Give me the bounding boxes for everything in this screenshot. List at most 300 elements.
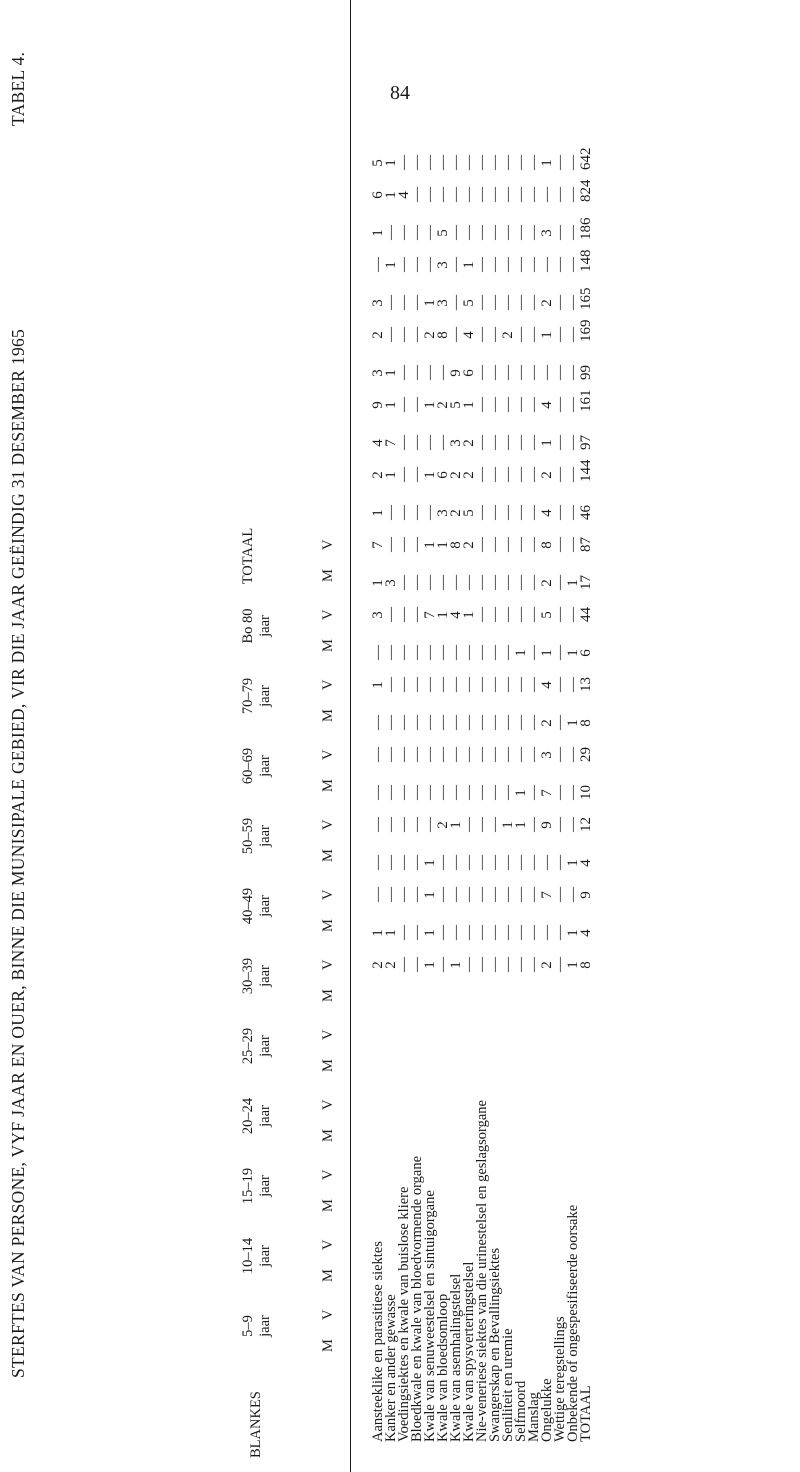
table-cell: — [526, 677, 542, 692]
table-cell: — [396, 715, 412, 730]
total-cell: 148 [578, 249, 594, 272]
group-header: BLANKES [248, 1391, 264, 1458]
table-cell: — [435, 747, 451, 762]
table-cell: — [474, 187, 490, 202]
table-cell: — [474, 607, 490, 622]
table-cell: 2 [539, 719, 555, 727]
table-cell: — [370, 855, 386, 870]
table-cell: 3 [370, 611, 386, 619]
table-cell: — [422, 365, 438, 380]
table-cell: — [396, 887, 412, 902]
table-cell: — [565, 537, 581, 552]
table-cell: — [539, 855, 555, 870]
table-cell: 2 [500, 331, 516, 339]
table-cell: 9 [370, 401, 386, 409]
table-cell: — [552, 365, 568, 380]
table-cell: — [552, 467, 568, 482]
sex-header-v: V [320, 959, 336, 970]
sex-header-m: M [320, 639, 336, 652]
table-cell: 1 [422, 929, 438, 937]
table-cell: — [461, 925, 477, 940]
sex-header-v: V [320, 819, 336, 830]
table-cell: — [526, 645, 542, 660]
table-cell: — [539, 365, 555, 380]
row-label: Kanker en ander gewasse [383, 1294, 399, 1442]
table-cell: — [370, 785, 386, 800]
table-cell: 1 [383, 471, 399, 479]
table-cell: 1 [539, 159, 555, 167]
table-cell: — [526, 257, 542, 272]
table-cell: — [461, 957, 477, 972]
table-cell: — [487, 327, 503, 342]
table-cell: — [500, 365, 516, 380]
age-unit: jaar [257, 1035, 273, 1057]
table-cell: — [474, 397, 490, 412]
table-cell: — [409, 327, 425, 342]
table-cell: — [513, 887, 529, 902]
table-cell: — [513, 397, 529, 412]
table-cell: — [552, 855, 568, 870]
table-cell: — [513, 715, 529, 730]
table-cell: 6 [461, 369, 477, 377]
table-cell: — [487, 887, 503, 902]
table-cell: — [474, 225, 490, 240]
table-cell: — [487, 747, 503, 762]
table-cell: — [383, 225, 399, 240]
table-cell: — [448, 155, 464, 170]
table-cell: 1 [383, 929, 399, 937]
age-group-header [240, 876, 274, 936]
table-cell: — [474, 785, 490, 800]
table-cell: — [487, 607, 503, 622]
table-cell: — [565, 505, 581, 520]
total-cell: 642 [578, 147, 594, 170]
table-cell: — [422, 505, 438, 520]
table-cell: — [500, 607, 516, 622]
table-cell: 5 [370, 159, 386, 167]
table-cell: — [409, 817, 425, 832]
age-range: 10–14 [240, 1237, 256, 1275]
table-cell: — [409, 435, 425, 450]
table-cell: — [552, 785, 568, 800]
table-cell: 2 [435, 821, 451, 829]
table-cell: — [461, 887, 477, 902]
table-cell: — [513, 257, 529, 272]
table-cell: 1 [422, 471, 438, 479]
age-range: 70–79 [240, 677, 256, 715]
table-cell: — [396, 785, 412, 800]
table-cell: — [409, 155, 425, 170]
table-cell: — [487, 505, 503, 520]
table-cell: — [474, 887, 490, 902]
row-label: Onbekende of ongespesifiseerde oorsake [565, 1204, 581, 1442]
table-cell: — [396, 925, 412, 940]
table-cell: 2 [539, 471, 555, 479]
table-cell: 4 [539, 681, 555, 689]
table-cell: — [552, 187, 568, 202]
table-cell: — [435, 155, 451, 170]
table-cell: — [552, 887, 568, 902]
table-cell: — [409, 575, 425, 590]
table-cell: — [448, 295, 464, 310]
table-cell: — [474, 505, 490, 520]
table-cell: 5 [448, 401, 464, 409]
table-cell: — [526, 957, 542, 972]
table-cell: — [487, 785, 503, 800]
age-range: 30–39 [240, 957, 256, 995]
table-cell: — [500, 537, 516, 552]
table-cell: — [448, 855, 464, 870]
table-cell: — [539, 925, 555, 940]
table-cell: — [565, 607, 581, 622]
table-cell: — [422, 677, 438, 692]
table-cell: 3 [539, 229, 555, 237]
table-cell: — [396, 747, 412, 762]
table-cell: — [461, 225, 477, 240]
table-cell: — [448, 187, 464, 202]
age-group-header [240, 1296, 274, 1356]
table-cell: — [448, 225, 464, 240]
table-cell: — [461, 715, 477, 730]
table-cell: — [448, 575, 464, 590]
table-cell: — [487, 295, 503, 310]
age-range: 20–24 [240, 1097, 256, 1135]
table-cell: 1 [513, 789, 529, 797]
table-cell: — [513, 747, 529, 762]
table-cell: — [552, 435, 568, 450]
total-cell: 4 [578, 929, 594, 937]
age-unit: jaar [257, 685, 273, 707]
table-cell: 7 [370, 541, 386, 549]
table-cell: 1 [370, 579, 386, 587]
table-cell: — [552, 575, 568, 590]
row-label: Voedingsiektes en kwale van buislose kliere [396, 1186, 412, 1442]
table-cell: — [513, 295, 529, 310]
total-cell: 169 [578, 319, 594, 342]
table-cell: 2 [370, 961, 386, 969]
table-cell: — [565, 817, 581, 832]
table-cell: — [435, 855, 451, 870]
total-cell: 165 [578, 287, 594, 310]
table-cell: 9 [448, 369, 464, 377]
table-cell: — [500, 925, 516, 940]
table-cell: — [565, 295, 581, 310]
table-cell: 7 [383, 439, 399, 447]
table-cell: 2 [435, 401, 451, 409]
table-cell: 1 [461, 261, 477, 269]
table-cell: — [448, 715, 464, 730]
total-cell: 44 [578, 607, 594, 622]
table-cell: 1 [422, 891, 438, 899]
table-cell: 2 [461, 439, 477, 447]
table-cell: — [370, 645, 386, 660]
table-cell: — [409, 607, 425, 622]
table-cell: — [552, 295, 568, 310]
table-cell: — [448, 785, 464, 800]
age-unit: jaar [257, 1175, 273, 1197]
table-cell: — [513, 467, 529, 482]
sex-header-v: V [320, 1169, 336, 1180]
table-cell: — [565, 327, 581, 342]
age-range: 40–49 [240, 887, 256, 925]
table-cell: — [448, 747, 464, 762]
sex-header-m: M [320, 989, 336, 1002]
table-cell: — [513, 957, 529, 972]
table-cell: — [565, 365, 581, 380]
table-cell: — [500, 397, 516, 412]
table-cell: 8 [435, 331, 451, 339]
table-cell: 1 [383, 401, 399, 409]
table-cell: — [474, 715, 490, 730]
table-cell: — [526, 225, 542, 240]
table-cell: 1 [461, 401, 477, 409]
table-cell: 1 [370, 929, 386, 937]
table-cell: — [526, 365, 542, 380]
table-cell: — [565, 187, 581, 202]
table-cell: — [448, 887, 464, 902]
table-cell: 2 [448, 471, 464, 479]
table-cell: 1 [539, 331, 555, 339]
table-cell: — [552, 747, 568, 762]
table-cell: — [552, 817, 568, 832]
table-cell: — [526, 397, 542, 412]
age-group-header [240, 946, 274, 1006]
sex-header-v: V [320, 1099, 336, 1110]
table-cell: — [396, 435, 412, 450]
table-cell: — [383, 677, 399, 692]
table-cell: — [474, 435, 490, 450]
age-range: 25–29 [240, 1027, 256, 1065]
table-cell: — [552, 397, 568, 412]
table-cell: — [422, 225, 438, 240]
row-label: Kwale van asemhalingstelsel [448, 1273, 464, 1442]
age-unit: jaar [257, 895, 273, 917]
table-cell: — [409, 257, 425, 272]
table-cell: — [552, 925, 568, 940]
table-cell: — [500, 257, 516, 272]
table-cell: — [435, 365, 451, 380]
table-cell: — [396, 607, 412, 622]
row-label: Aansteeklike en parasitiese siektes [370, 1241, 386, 1442]
table-cell: — [565, 225, 581, 240]
table-cell: — [383, 817, 399, 832]
table-cell: — [565, 435, 581, 450]
total-cell: 8 [578, 961, 594, 969]
row-label: Kwale van spysverteringstelsel [461, 1261, 477, 1442]
table-cell: — [370, 887, 386, 902]
table-cell: — [487, 855, 503, 870]
table-cell: — [487, 645, 503, 660]
table-cell: — [409, 467, 425, 482]
table-cell: — [383, 295, 399, 310]
table-cell: — [474, 925, 490, 940]
table-cell: — [409, 887, 425, 902]
table-cell: — [474, 575, 490, 590]
sex-header-v: V [320, 749, 336, 760]
table-cell: — [513, 925, 529, 940]
table-cell: — [500, 225, 516, 240]
table-cell: — [474, 467, 490, 482]
table-cell: 3 [370, 299, 386, 307]
table-cell: 1 [461, 611, 477, 619]
table-cell: — [383, 855, 399, 870]
age-group-header [240, 1086, 274, 1146]
total-cell: 8 [578, 719, 594, 727]
sex-header-m: M [320, 569, 336, 582]
row-label: Seniliteit en uremie [500, 1328, 516, 1442]
table-cell: — [422, 575, 438, 590]
total-cell: 161 [578, 389, 594, 412]
total-cell: 12 [578, 817, 594, 832]
table-cell: — [474, 257, 490, 272]
age-unit: jaar [257, 1315, 273, 1337]
table-cell: — [396, 365, 412, 380]
table-cell: — [500, 855, 516, 870]
total-cell: 144 [578, 459, 594, 482]
table-cell: — [409, 645, 425, 660]
total-cell: 10 [578, 785, 594, 800]
total-cell: 46 [578, 505, 594, 520]
age-group-header [240, 596, 274, 656]
sex-header-v: V [320, 1029, 336, 1040]
age-group-header [240, 1226, 274, 1286]
total-row-label: TOTAAL [578, 1385, 594, 1442]
table-cell: — [552, 327, 568, 342]
age-unit: jaar [257, 965, 273, 987]
header-rule [350, 0, 351, 1472]
table-cell: 4 [539, 509, 555, 517]
table-cell: — [409, 715, 425, 730]
table-cell: — [383, 537, 399, 552]
table-cell: 5 [461, 299, 477, 307]
table-cell: 3 [383, 579, 399, 587]
table-cell: — [435, 957, 451, 972]
table-cell: — [565, 785, 581, 800]
table-cell: — [435, 435, 451, 450]
age-range: TOTAAL [240, 527, 256, 585]
table-cell: 5 [539, 611, 555, 619]
age-unit: jaar [257, 825, 273, 847]
table-cell: — [565, 397, 581, 412]
table-cell: — [422, 747, 438, 762]
table-cell: — [474, 537, 490, 552]
table-cell: — [526, 887, 542, 902]
table-cell: 2 [383, 961, 399, 969]
sex-header-v: V [320, 889, 336, 900]
table-cell: 6 [370, 191, 386, 199]
table-cell: — [500, 505, 516, 520]
table-cell: 9 [539, 821, 555, 829]
table-cell: — [474, 957, 490, 972]
sex-header-v: V [320, 1309, 336, 1320]
sex-header-v: V [320, 539, 336, 550]
table-cell: 1 [422, 299, 438, 307]
table-cell: 1 [383, 369, 399, 377]
table-cell: — [448, 677, 464, 692]
table-cell: — [409, 785, 425, 800]
table-cell: — [500, 747, 516, 762]
table-cell: 5 [461, 509, 477, 517]
total-cell: 87 [578, 537, 594, 552]
table-cell: — [552, 257, 568, 272]
table-cell: 2 [370, 471, 386, 479]
table-cell: 1 [513, 649, 529, 657]
row-label: Selfmoord [513, 1380, 529, 1442]
table-cell: 1 [383, 159, 399, 167]
table-cell: — [487, 187, 503, 202]
table-cell: — [500, 155, 516, 170]
sex-header-m: M [320, 919, 336, 932]
table-cell: — [526, 467, 542, 482]
table-cell: — [526, 327, 542, 342]
table-cell: — [396, 817, 412, 832]
table-cell: — [396, 257, 412, 272]
table-cell: 7 [539, 789, 555, 797]
table-cell: — [435, 715, 451, 730]
table-cell: 1 [370, 509, 386, 517]
table-cell: 2 [448, 509, 464, 517]
table-cell: — [487, 435, 503, 450]
table-cell: — [448, 327, 464, 342]
table-cell: — [513, 155, 529, 170]
row-label: Ongelukke [539, 1378, 555, 1442]
table-cell: — [552, 505, 568, 520]
table-cell: — [552, 155, 568, 170]
table-cell: — [396, 677, 412, 692]
table-cell: 7 [422, 611, 438, 619]
table-cell: 2 [539, 961, 555, 969]
table-cell: — [487, 537, 503, 552]
age-group-header [240, 1156, 274, 1216]
table-label: TABEL 4. [8, 51, 28, 126]
table-cell: 1 [565, 579, 581, 587]
table-cell: — [409, 747, 425, 762]
table-cell: 5 [435, 229, 451, 237]
table-cell: — [422, 785, 438, 800]
table-cell: — [526, 607, 542, 622]
table-cell: — [435, 677, 451, 692]
total-cell: 17 [578, 575, 594, 590]
table-cell: — [539, 257, 555, 272]
total-cell: 186 [578, 217, 594, 240]
sex-header-v: V [320, 1239, 336, 1250]
table-cell: — [435, 575, 451, 590]
table-cell: 3 [435, 299, 451, 307]
table-cell: — [396, 467, 412, 482]
table-cell: — [552, 715, 568, 730]
table-cell: — [474, 365, 490, 380]
table-cell: — [513, 365, 529, 380]
table-cell: — [409, 925, 425, 940]
table-cell: 2 [539, 299, 555, 307]
age-group-header [240, 666, 274, 726]
sex-header-m: M [320, 1199, 336, 1212]
table-cell: — [526, 155, 542, 170]
table-cell: — [513, 225, 529, 240]
table-cell: — [409, 225, 425, 240]
table-cell: — [409, 677, 425, 692]
table-cell: 1 [370, 681, 386, 689]
table-cell: — [383, 607, 399, 622]
sex-header-m: M [320, 709, 336, 722]
sex-header-m: M [320, 1059, 336, 1072]
table-cell: — [487, 925, 503, 940]
table-cell: — [552, 957, 568, 972]
table-cell: — [539, 187, 555, 202]
row-label: Manslag [526, 1392, 542, 1442]
table-cell: — [487, 365, 503, 380]
table-cell: — [448, 257, 464, 272]
